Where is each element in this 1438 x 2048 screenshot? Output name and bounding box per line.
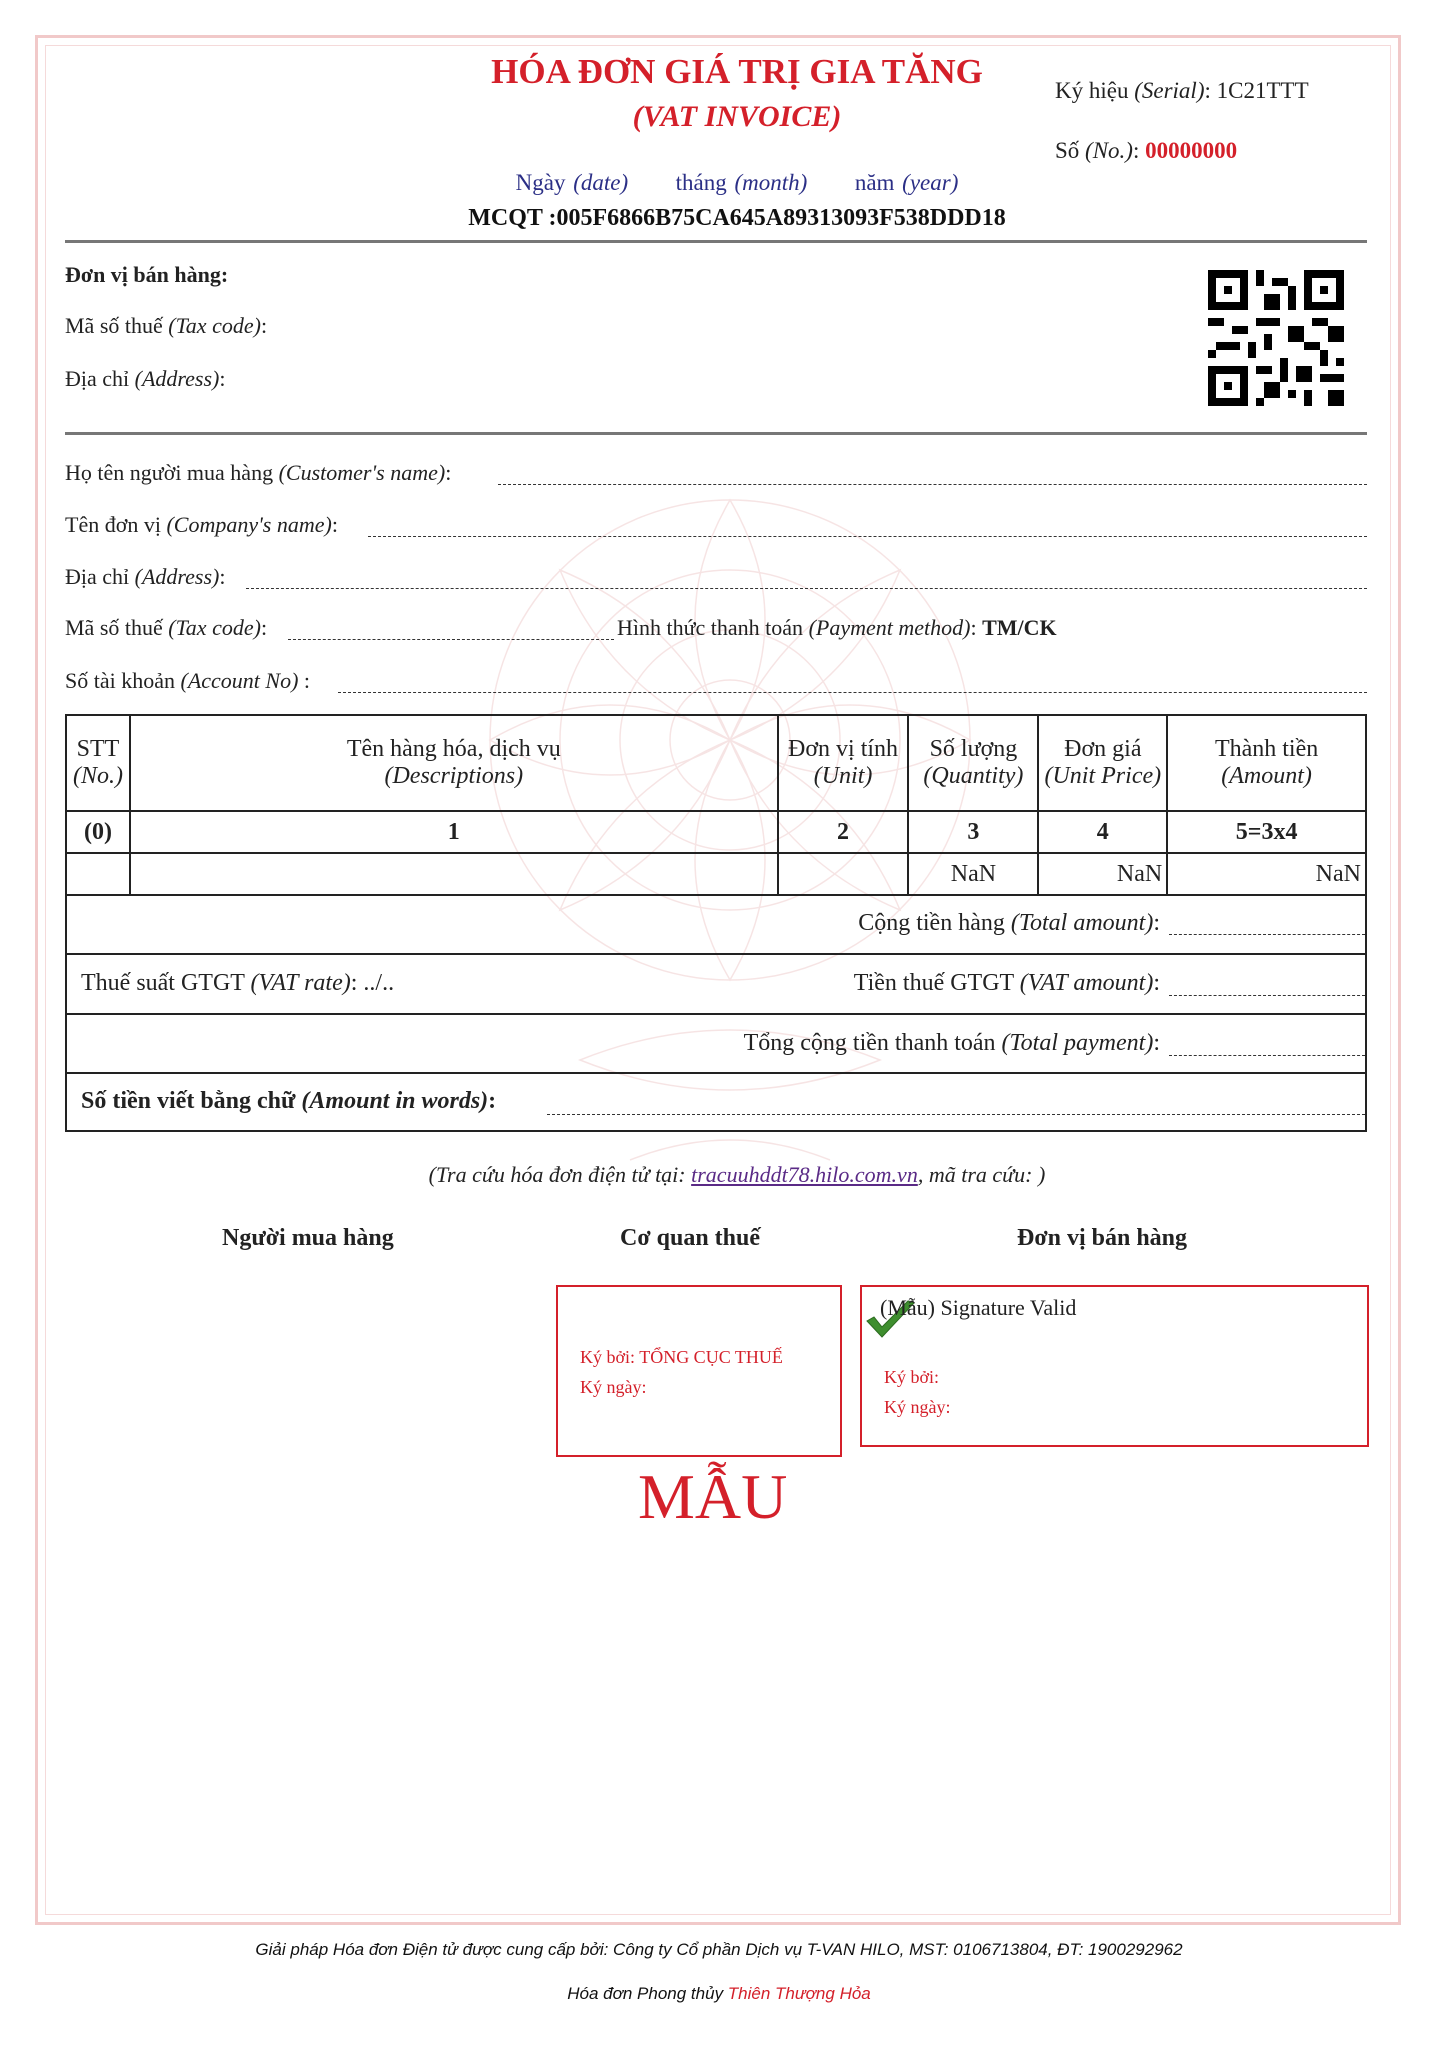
vat-rate-wrap xyxy=(81,970,394,997)
buyer-name-label: Họ tên người mua hàng xyxy=(65,460,274,485)
account-field xyxy=(338,692,1367,693)
total-payment-colon: : xyxy=(1153,1030,1160,1056)
footer-theme-name: Thiên Thượng Hỏa xyxy=(727,1984,871,2003)
header-amount-vi: Thành tiền xyxy=(1214,736,1319,762)
buyer-tax-line xyxy=(65,615,267,641)
payment-method-value: TM/CK xyxy=(982,615,1057,640)
invoice-title: HÓA ĐƠN GIÁ TRỊ GIA TĂNG xyxy=(491,52,983,91)
header-quantity-en: (Quantity) xyxy=(923,763,1024,789)
header-quantity xyxy=(908,715,1038,811)
unit-price-cell: NaN xyxy=(1038,853,1167,895)
buyer-name-label-en: (Customer's name) xyxy=(278,460,446,485)
payment-method-label: Hình thức thanh toán xyxy=(617,615,804,640)
buyer-name-line xyxy=(65,460,451,486)
header-description xyxy=(130,715,778,811)
table-cell xyxy=(66,853,130,895)
year-label: năm xyxy=(854,170,895,195)
number-label: Số xyxy=(1055,138,1080,163)
vat-row xyxy=(65,955,1367,1015)
seller-tax-label: Mã số thuế xyxy=(65,313,163,338)
index-cell: 1 xyxy=(130,811,778,853)
header-quantity-vi: Số lượng xyxy=(929,736,1018,762)
number-colon: : xyxy=(1132,138,1140,163)
seller-signed-by: Ký bởi: xyxy=(884,1367,940,1387)
buyer-company-colon: : xyxy=(331,512,338,537)
account-label: Số tài khoản xyxy=(65,668,175,693)
buyer-address-colon: : xyxy=(219,564,226,589)
seller-address-label: Địa chỉ xyxy=(65,366,130,391)
serial-label: Ký hiệu xyxy=(1055,78,1129,103)
buyer-tax-colon: : xyxy=(260,615,268,640)
buyer-address-field xyxy=(246,588,1367,589)
serial-value: : 1C21TTT xyxy=(1204,78,1309,103)
index-cell: 5=3x4 xyxy=(1167,811,1366,853)
header-unit-en: (Unit) xyxy=(813,763,873,789)
vat-amount-label-en: (VAT amount) xyxy=(1019,970,1154,996)
lookup-prefix: (Tra cứu hóa đơn điện tử tại: xyxy=(428,1162,692,1187)
table-cell xyxy=(130,853,778,895)
seller-signature-title: Đơn vị bán hàng xyxy=(1017,1225,1188,1251)
seller-title: Đơn vị bán hàng: xyxy=(65,262,229,287)
payment-method-line xyxy=(617,615,1057,641)
header-no-en: (No.) xyxy=(72,763,123,789)
amount-in-words-colon: : xyxy=(488,1088,497,1114)
buyer-company-field xyxy=(368,536,1367,537)
invoice-number: 00000000 xyxy=(1145,138,1238,163)
quantity-cell: NaN xyxy=(908,853,1038,895)
vat-amount-colon: : xyxy=(1153,970,1160,996)
buyer-name-colon: : xyxy=(445,460,452,485)
total-payment-label: Tổng cộng tiền thanh toán xyxy=(743,1030,996,1056)
payment-method-label-en: (Payment method) xyxy=(808,615,971,640)
footer-theme-prefix: Hóa đơn Phong thủy xyxy=(567,1984,728,2003)
tax-signature-box xyxy=(556,1285,842,1457)
total-payment-field xyxy=(1169,1055,1365,1056)
buyer-address-label-en: (Address) xyxy=(134,564,220,589)
index-cell: 4 xyxy=(1038,811,1167,853)
index-cell: (0) xyxy=(66,811,130,853)
total-amount-label: Cộng tiền hàng xyxy=(858,910,1005,936)
date-label-en: (date) xyxy=(573,170,629,195)
tax-authority-code: MCQT :005F6866B75CA645A89313093F538DDD18 xyxy=(468,205,1006,231)
tax-signed-date: Ký ngày: xyxy=(580,1377,647,1397)
header-unit-vi: Đơn vị tính xyxy=(788,736,899,762)
account-label-en: (Account No) xyxy=(180,668,299,693)
amount-in-words-wrap xyxy=(81,1088,496,1115)
header-amount xyxy=(1167,715,1366,811)
table-index-row xyxy=(66,811,1366,853)
table-cell xyxy=(778,853,909,895)
header-unit xyxy=(778,715,909,811)
items-table xyxy=(65,714,1367,896)
invoice-subtitle: (VAT INVOICE) xyxy=(632,100,842,133)
index-cell: 3 xyxy=(908,811,1038,853)
seller-address-colon: : xyxy=(219,366,226,391)
header-amount-en: (Amount) xyxy=(1221,763,1312,789)
seller-tax-label-en: (Tax code) xyxy=(168,313,261,338)
amount-in-words-label-en: (Amount in words) xyxy=(301,1088,489,1114)
total-payment-label-en: (Total payment) xyxy=(1001,1030,1154,1056)
account-line xyxy=(65,668,310,694)
tax-authority-signature-title: Cơ quan thuế xyxy=(620,1225,761,1251)
seller-tax-line xyxy=(65,313,267,339)
month-label: tháng xyxy=(675,170,727,195)
footer-provider: Giải pháp Hóa đơn Điện tử được cung cấp bởi: Công ty Cổ phần Dịch vụ T-VAN HILO, MST: 0106713804, ĐT: 1900292962 xyxy=(255,1940,1183,1959)
header-unit-price-en: (Unit Price) xyxy=(1044,763,1162,789)
vat-amount-label: Tiền thuế GTGT xyxy=(853,970,1014,996)
buyer-name-field xyxy=(498,484,1367,485)
amount-cell: NaN xyxy=(1167,853,1366,895)
header-no-vi: STT xyxy=(76,736,120,762)
total-payment-wrap xyxy=(744,1030,1160,1057)
date-label: Ngày xyxy=(515,170,566,195)
total-amount-row xyxy=(65,896,1367,955)
seller-tax-colon: : xyxy=(260,313,268,338)
buyer-tax-label-en: (Tax code) xyxy=(168,615,261,640)
buyer-address-line xyxy=(65,564,226,590)
total-amount-field xyxy=(1169,934,1365,935)
tax-signed-by: Ký bởi: TỔNG CỤC THUẾ xyxy=(580,1347,783,1367)
qr-code-icon xyxy=(1208,270,1344,406)
seller-address-line xyxy=(65,366,226,392)
amount-in-words-field xyxy=(547,1114,1365,1115)
sample-stamp: MẪU xyxy=(638,1461,788,1532)
total-amount-label-en: (Total amount) xyxy=(1010,910,1154,936)
buyer-tax-label: Mã số thuế xyxy=(65,615,163,640)
buyer-company-label: Tên đơn vị xyxy=(65,512,161,537)
payment-method-colon: : xyxy=(970,615,977,640)
lookup-line xyxy=(0,1162,1438,1188)
seller-signed-date: Ký ngày: xyxy=(884,1397,951,1417)
header-no xyxy=(66,715,130,811)
invoice-number-line xyxy=(1055,138,1237,164)
buyer-tax-field xyxy=(288,639,614,640)
table-header-row xyxy=(66,715,1366,811)
year-label-en: (year) xyxy=(902,170,959,195)
month-label-en: (month) xyxy=(734,170,808,195)
date-line xyxy=(0,170,1438,196)
buyer-address-label: Địa chỉ xyxy=(65,564,130,589)
buyer-company-label-en: (Company's name) xyxy=(166,512,332,537)
buyer-signature-title: Người mua hàng xyxy=(222,1225,394,1251)
amount-in-words-label: Số tiền viết bằng chữ xyxy=(81,1088,296,1114)
vat-rate-label: Thuế suất GTGT xyxy=(81,970,245,996)
vat-amount-field xyxy=(1169,995,1365,996)
lookup-suffix: , mã tra cứu: ) xyxy=(917,1162,1046,1187)
seller-address-label-en: (Address) xyxy=(134,366,220,391)
footer-theme xyxy=(0,1984,1438,2004)
serial-line xyxy=(1055,78,1309,104)
buyer-company-line xyxy=(65,512,338,538)
divider-top xyxy=(65,240,1367,243)
total-payment-row xyxy=(65,1015,1367,1074)
header-unit-price xyxy=(1038,715,1167,811)
seller-signature-box xyxy=(860,1285,1369,1447)
vat-rate-value: : ../.. xyxy=(350,970,395,996)
header-unit-price-vi: Đơn giá xyxy=(1064,736,1142,762)
amount-in-words-row xyxy=(65,1074,1367,1132)
account-colon: : xyxy=(303,668,311,693)
index-cell: 2 xyxy=(778,811,909,853)
divider-seller xyxy=(65,432,1367,435)
vat-rate-label-en: (VAT rate) xyxy=(250,970,351,996)
header-description-vi: Tên hàng hóa, dịch vụ xyxy=(346,736,561,762)
number-label-en: (No.) xyxy=(1085,138,1133,163)
total-amount-colon: : xyxy=(1153,910,1160,936)
header-description-en: (Descriptions) xyxy=(384,763,524,789)
signature-valid-text: (Mẫu) Signature Valid xyxy=(880,1295,1077,1320)
lookup-link[interactable]: tracuuhddt78.hilo.com.vn xyxy=(691,1162,918,1187)
total-amount-label-wrap xyxy=(858,910,1160,937)
serial-label-en: (Serial) xyxy=(1134,78,1205,103)
vat-amount-wrap xyxy=(854,970,1160,997)
table-row xyxy=(66,853,1366,895)
